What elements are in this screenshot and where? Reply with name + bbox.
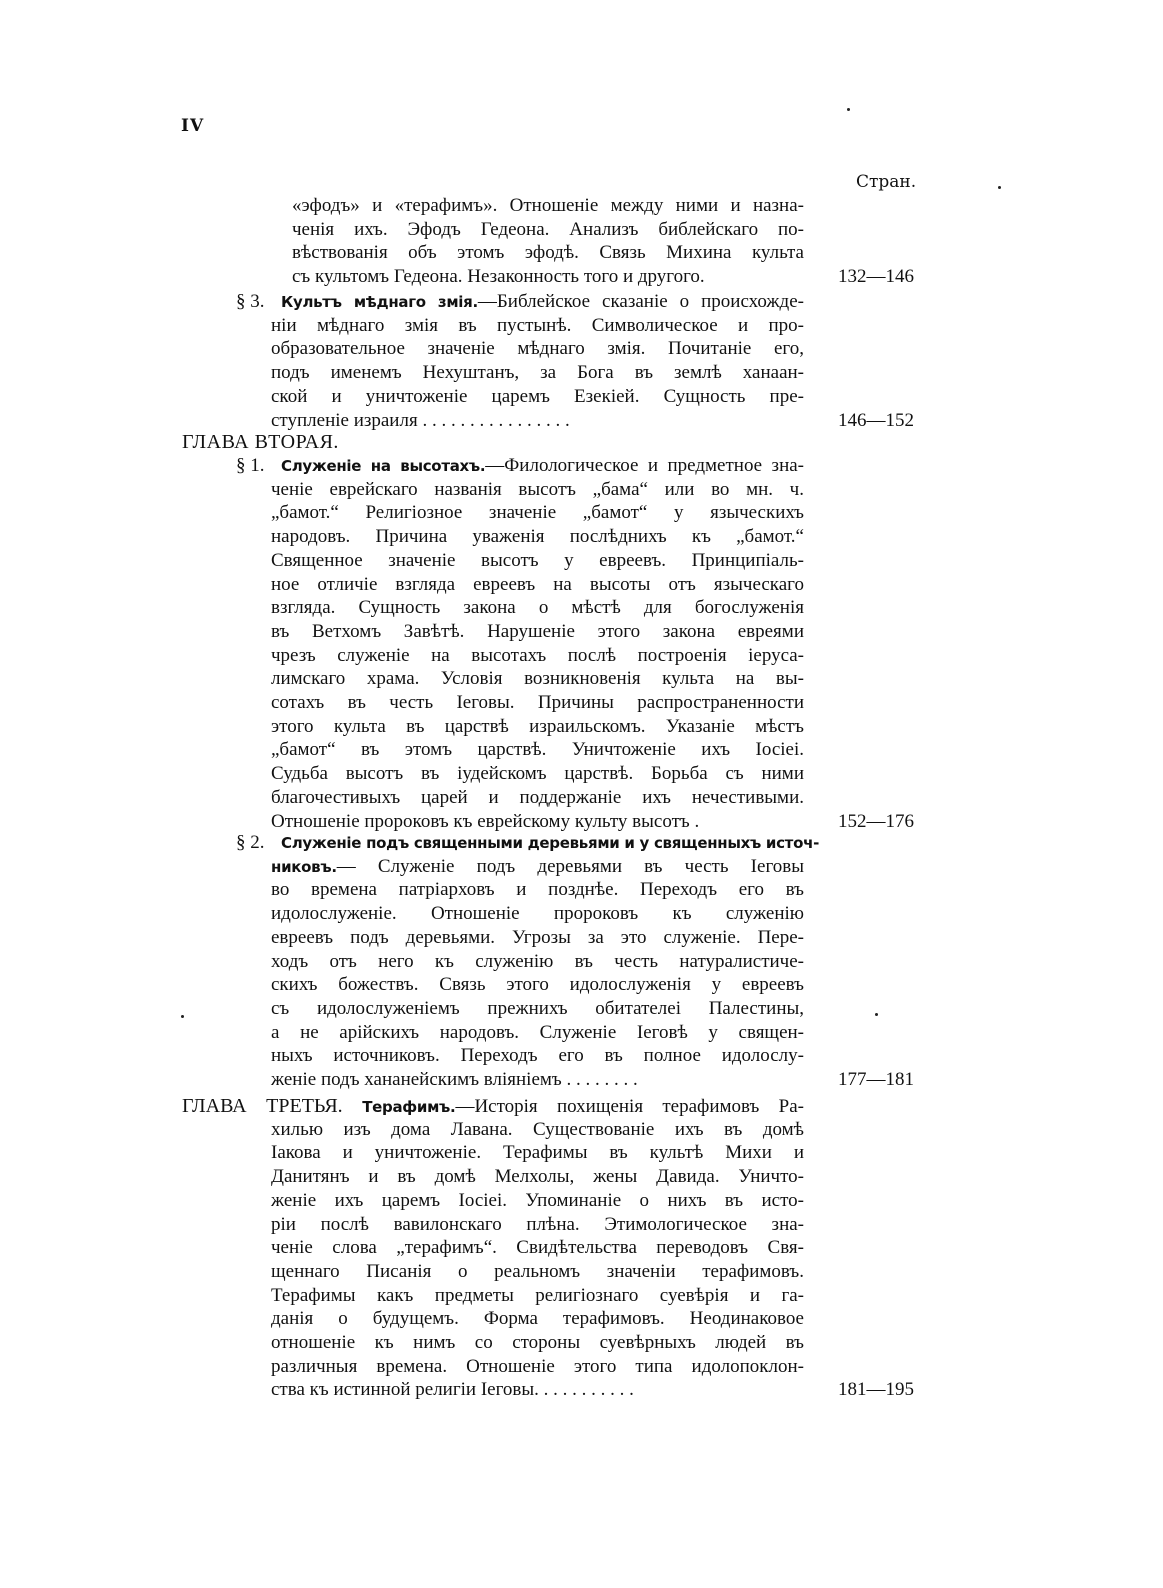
toc-line: Іакова и уничтоженіе. Терафимы въ культѣ Михи и bbox=[271, 1142, 804, 1164]
toc-line: идолослуженіе. Отношеніе пророковъ къ служенію bbox=[271, 903, 804, 925]
section-title: Служеніе подъ священными деревьями и у священныхъ источ- bbox=[281, 834, 819, 852]
chapter-heading-row bbox=[182, 1095, 804, 1118]
toc-line: образовательное значеніе мѣднаго змія. Почитаніе его, bbox=[271, 338, 804, 360]
toc-line: чрезъ служеніе на высотахъ послѣ построенія іеруса- bbox=[271, 644, 804, 666]
toc-line: ступленіе израиля . . . . . . . . . . . . . . . . bbox=[271, 409, 570, 431]
toc-line: съ идолослуженіемъ прежнихъ обитателеі Палестины, bbox=[271, 997, 804, 1019]
chapter-heading: ГЛАВА ВТОРАЯ. bbox=[182, 431, 339, 453]
page-range: 152—176 bbox=[838, 810, 914, 832]
section-first-line bbox=[281, 832, 819, 854]
page-range: 132—146 bbox=[838, 266, 914, 288]
speck bbox=[181, 1015, 184, 1018]
toc-line: взгляда. Сущность закона о мѣстѣ для богослуженія bbox=[271, 597, 804, 619]
section-first-line bbox=[281, 291, 804, 313]
pages-column-heading: Стран. bbox=[856, 172, 917, 192]
toc-line: Терафимы какъ предметы религіознаго суевѣрія и га- bbox=[271, 1284, 804, 1306]
section-title: Культъ мѣднаго змія. bbox=[281, 293, 478, 311]
section-title: Терафимъ. bbox=[362, 1098, 456, 1116]
toc-line: вѣствованія объ этомъ эфодѣ. Связь Михина культа bbox=[292, 242, 804, 264]
toc-line: а не арійскихъ народовъ. Служеніе Іеговѣ у священ- bbox=[271, 1021, 804, 1043]
toc-line: лимскаго храма. Условія возникновенія культа на вы- bbox=[271, 668, 804, 690]
section-title-continued: никовъ. bbox=[271, 857, 337, 876]
section-text: —Библейское сказаніе о происхожде- bbox=[477, 291, 804, 312]
toc-line: Священное значеніе высотъ у евреевъ. Принципіаль- bbox=[271, 549, 804, 571]
toc-line: женіе ихъ царемъ Іосіеі. Упоминаніе о нихъ въ исто- bbox=[271, 1189, 804, 1211]
page-range: 181—195 bbox=[838, 1379, 914, 1401]
page-range: 177—181 bbox=[838, 1069, 914, 1090]
page-number: IV bbox=[181, 116, 205, 136]
toc-line: Судьба высотъ въ іудейскомъ царствѣ. Борьба съ ними bbox=[271, 763, 804, 785]
toc-line: скихъ божествъ. Связь этого идолослуженія у евреевъ bbox=[271, 974, 804, 996]
toc-line: отношеніе къ нимъ со стороны суевѣрныхъ людей въ bbox=[271, 1332, 804, 1353]
toc-line: евреевъ подъ деревьями. Угрозы за это служеніе. Пере- bbox=[271, 926, 804, 948]
section-text: —Исторія похищенія терафимовъ Ра- bbox=[455, 1096, 804, 1117]
toc-line: ходъ отъ него къ служенію въ честь натуралистиче- bbox=[271, 950, 804, 972]
toc-line: хилью изъ дома Лавана. Существованіе ихъ въ домѣ bbox=[271, 1118, 804, 1140]
toc-line: въ Ветхомъ Завѣтѣ. Нарушеніе этого закона евреями bbox=[271, 620, 804, 642]
page-range: 146—152 bbox=[838, 409, 914, 431]
toc-line: «эфодъ» и «терафимъ». Отношеніе между ними и назна- bbox=[292, 195, 804, 216]
toc-line: этого культа въ царствѣ израильскомъ. Указаніе мѣстъ bbox=[271, 715, 804, 737]
toc-line: во времена патріарховъ и позднѣе. Переходъ его въ bbox=[271, 879, 804, 901]
toc-line: подъ именемъ Нехуштанъ, за Бога въ землѣ ханаан- bbox=[271, 362, 804, 384]
section-text: —Филологическое и предметное зна- bbox=[485, 455, 804, 476]
toc-line: щеннаго Писанія о реальномъ значеніи терафимовъ. bbox=[271, 1260, 804, 1282]
toc-line: женіе подъ хананейскимъ вліяніемъ . . . . . . . . bbox=[271, 1069, 638, 1090]
toc-line: ченія ихъ. Эфодъ Гедеона. Анализъ библейскаго по- bbox=[292, 218, 804, 240]
toc-line: народовъ. Причина уваженія послѣднихъ къ „бамот.“ bbox=[271, 526, 804, 548]
toc-line: различныя времена. Отношеніе этого типа идолопоклон- bbox=[271, 1355, 804, 1377]
section-number: § 1. bbox=[236, 455, 265, 476]
toc-line: сотахъ въ честь Іеговы. Причины распространенности bbox=[271, 692, 804, 713]
toc-line: „бамот.“ Религіозное значеніе „бамот“ у языческихъ bbox=[271, 502, 804, 524]
toc-line: ніи мѣднаго змія въ пустынѣ. Символическое и про- bbox=[271, 314, 804, 336]
section-number: § 3. bbox=[236, 291, 265, 312]
chapter-heading: ГЛАВА ТРЕТЬЯ. bbox=[182, 1095, 363, 1117]
section-text: — Служеніе подъ деревьями въ честь Іеговы bbox=[336, 855, 804, 877]
toc-line: съ культомъ Гедеона. Незаконность того и другого. bbox=[292, 266, 705, 288]
section-title: Служеніе на высотахъ. bbox=[281, 457, 486, 475]
toc-line: ченіе слова „терафимъ“. Свидѣтельства переводовъ Свя- bbox=[271, 1237, 804, 1259]
toc-line: „бамот“ въ этомъ царствѣ. Уничтоженіе ихъ Іосіеі. bbox=[271, 739, 804, 761]
speck bbox=[998, 186, 1001, 189]
toc-line bbox=[271, 856, 804, 878]
toc-line: данія о будущемъ. Форма терафимовъ. Неодинаковое bbox=[271, 1308, 804, 1330]
section-first-line bbox=[281, 455, 804, 477]
toc-line: ріи послѣ вавилонскаго плѣна. Этимологическое зна- bbox=[271, 1213, 804, 1235]
toc-line: ныхъ источниковъ. Переходъ его въ полное идолослу- bbox=[271, 1045, 804, 1067]
toc-line: ства къ истинной религіи Іеговы. . . . . . . . . . . bbox=[271, 1379, 634, 1401]
toc-line: ченіе еврейскаго названія высотъ „бама“ или во мн. ч. bbox=[271, 478, 804, 500]
speck bbox=[847, 108, 850, 111]
toc-line: Отношеніе пророковъ къ еврейскому культу высотъ . bbox=[271, 810, 700, 832]
toc-line: ное отличіе взгляда евреевъ на высоты отъ языческаго bbox=[271, 573, 804, 595]
toc-line: благочестивыхъ царей и поддержаніе ихъ нечестивыми. bbox=[271, 786, 804, 808]
section-number: § 2. bbox=[236, 832, 265, 853]
toc-line: ской и уничтоженіе царемъ Езекіей. Сущность пре- bbox=[271, 385, 804, 407]
toc-line: Данитянъ и въ домѣ Мелхолы, жены Давида. Уничто- bbox=[271, 1166, 804, 1188]
speck bbox=[875, 1013, 878, 1016]
